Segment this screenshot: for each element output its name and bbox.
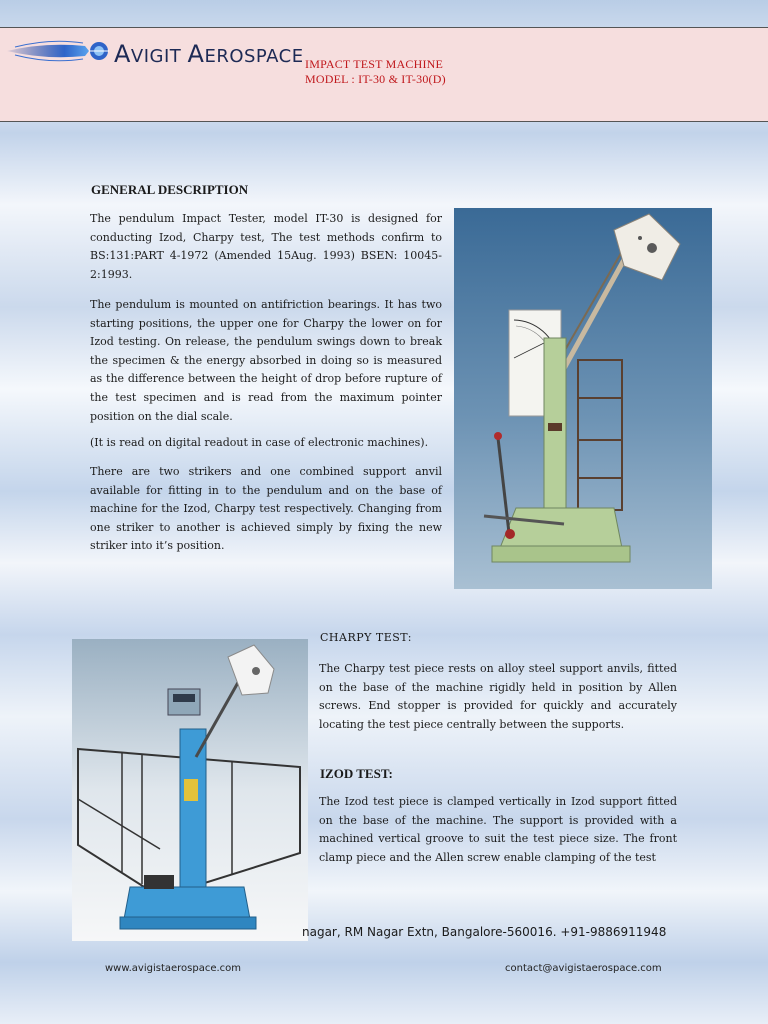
general-paragraph-4: There are two strikers and one combined support anvil available for fitting in to the pendulum and on the base of machine for the Izod, Charpy test respectively. Changing from one striker to another is achieved simply by fixing the new striker into it’s position.: [90, 465, 442, 553]
brand-text: EROSPACE: [204, 46, 304, 67]
website-link[interactable]: www.avigistaerospace.com: [105, 963, 242, 974]
izod-test-heading: IZOD TEST:: [320, 766, 393, 781]
email-link[interactable]: contact@avigistaerospace.com: [505, 963, 662, 974]
izod-test-text: The Izod test piece is clamped vertically in Izod support fitted on the base of the machine. The support is provided with a machined vertical groove to suit the test piece size. The front clamp piece and the Allen screw enable clamping of the test: [319, 795, 677, 864]
general-paragraph-2: The pendulum is mounted on antifriction bearings. It has two starting positions, the upper one for Charpy the lower on for Izod testing. On release, the pendulum swings down to break the specimen & the energy absorbed in doing so is measured as the difference between the height of drop before rupture of the test specimen and is read from the maximum pointer position on the dial scale.: [90, 298, 442, 423]
charpy-test-text: The Charpy test piece rests on alloy steel support anvils, fitted on the base of the machine rigidly held in position by Allen screws. End stopper is provided for quickly and accurately locating the test piece centrally between the supports.: [319, 662, 677, 731]
general-paragraph-1: The pendulum Impact Tester, model IT-30 is designed for conducting Izod, Charpy test, The test methods confirm to BS:131:PART 4-1972 (Amended 15Aug. 1993) BSEN: 10045-2:1993.: [90, 212, 442, 281]
charpy-test-heading: CHARPY TEST:: [320, 631, 412, 644]
winged-logo-icon: [5, 34, 117, 70]
impact-tester-photo-analog: [454, 208, 712, 589]
brand-name: [114, 40, 304, 68]
document-title: [305, 57, 446, 87]
title-line-2: MODEL : IT-30 & IT-30(D): [305, 72, 446, 86]
impact-tester-photo-digital: [72, 639, 308, 941]
brand-text: VIGIT: [130, 46, 188, 67]
company-address: nagar, RM Nagar Extn, Bangalore-560016. +91-9886911948: [302, 925, 667, 939]
brand-initial: A: [114, 40, 131, 68]
brand-initial: A: [187, 40, 205, 68]
general-description-heading: GENERAL DESCRIPTION: [91, 182, 249, 197]
title-line-1: IMPACT TEST MACHINE: [305, 57, 444, 71]
general-paragraph-3: (It is read on digital readout in case of electronic machines).: [90, 436, 429, 449]
header-banner: [0, 27, 768, 122]
